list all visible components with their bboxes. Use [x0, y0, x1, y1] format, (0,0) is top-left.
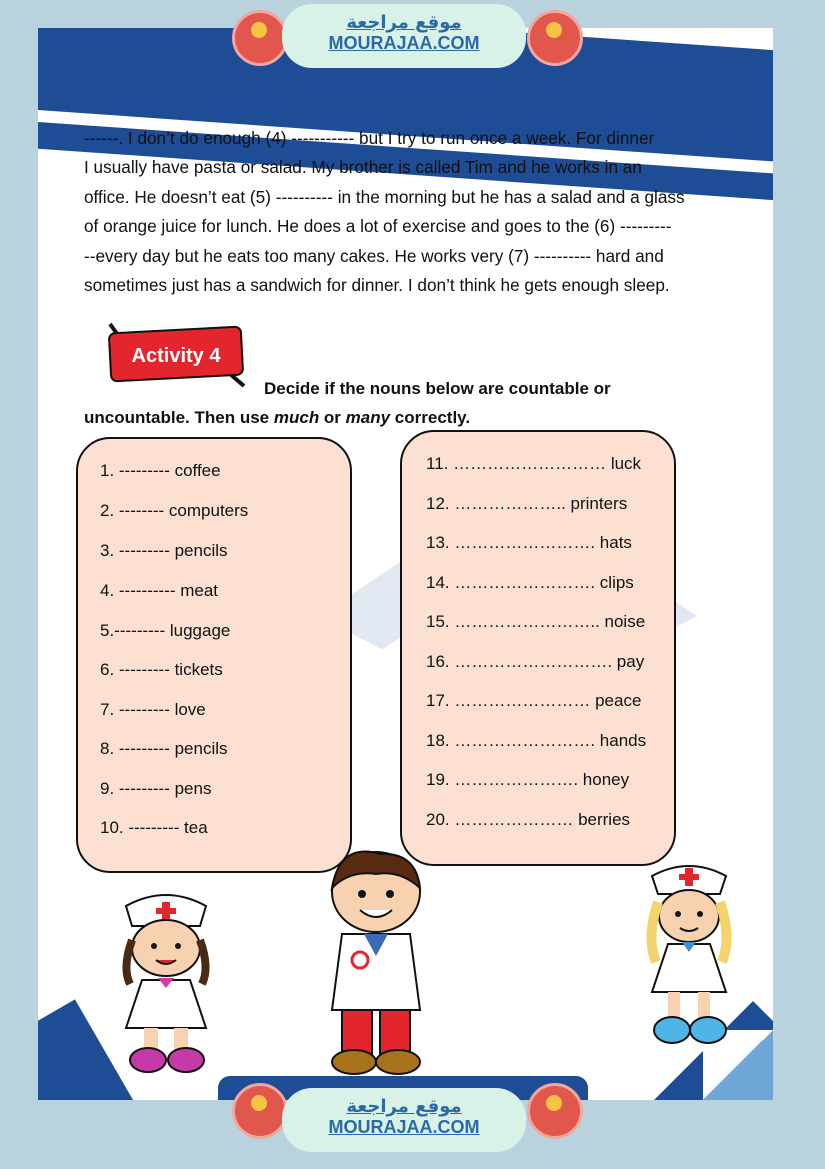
list-item: 3. --------- pencils — [100, 541, 228, 560]
countable-list-left — [76, 437, 352, 873]
instruction-many: many — [345, 408, 391, 427]
paragraph-line: office. He doesn’t eat (5) ---------- in the morning but he has a salad and a glass — [84, 186, 685, 207]
list-item: 9. --------- pens — [100, 779, 212, 798]
list-item: 6. --------- tickets — [100, 660, 223, 679]
site-logo-icon — [232, 1083, 288, 1139]
list-item: 4. ---------- meat — [100, 581, 219, 600]
list-item: 18. ……………………. hands — [426, 731, 647, 750]
site-footer-logo[interactable] — [282, 1088, 526, 1152]
site-logo-icon — [527, 10, 583, 66]
site-header-logo[interactable] — [282, 4, 526, 68]
instruction-text: uncountable. Then use — [84, 408, 274, 427]
instruction-much: much — [273, 408, 320, 427]
site-logo-icon — [232, 10, 288, 66]
nurse-girl-illustration — [112, 888, 220, 1080]
list-item: 20. ………………… berries — [426, 810, 631, 829]
activity-label: Activity 4 — [131, 345, 221, 367]
list-item: 8. --------- pencils — [100, 739, 228, 758]
list-item: 17. …………………… peace — [426, 691, 642, 710]
list-item: 12. ……………….. printers — [426, 494, 628, 513]
list-item: 5.--------- luggage — [100, 621, 231, 640]
site-name: MOURAJAA.COM — [328, 33, 480, 53]
list-item: 11. ……………………… luck — [426, 454, 642, 473]
instruction-line-2 — [84, 403, 724, 432]
instruction-or: or — [319, 408, 346, 427]
paragraph-line: --every day but he eats too many cakes. He works very (7) ---------- hard and — [84, 245, 664, 266]
list-item: 7. --------- love — [100, 700, 206, 719]
list-item: 19. …………………. honey — [426, 770, 630, 789]
paragraph-line: sometimes just has a sandwich for dinner. I don’t think he gets enough sleep. — [84, 275, 670, 296]
paragraph-line: ------. I don’t do enough (4) ----------- but I try to run once a week. For dinner — [84, 128, 655, 148]
site-name: MOURAJAA.COM — [328, 1117, 480, 1137]
nurse-blonde-illustration — [640, 858, 738, 1054]
paragraph-line: I usually have pasta or salad. My brother is called Tim and he works in an — [84, 157, 642, 178]
instruction-end: correctly. — [390, 408, 471, 427]
site-name-arabic: موقع مراجعة — [346, 1096, 462, 1117]
page-number: 4 — [56, 1077, 71, 1100]
reading-paragraph — [84, 124, 744, 300]
list-item: 2. -------- computers — [100, 501, 249, 520]
list-item: 10. --------- tea — [100, 818, 208, 837]
list-item: 16. ………………………. pay — [426, 652, 645, 671]
list-item: 1. --------- coffee — [100, 461, 221, 480]
instruction-line-1: Decide if the nouns below are countable or — [264, 379, 611, 398]
list-item: 13. ……………………. hats — [426, 533, 632, 552]
paragraph-line: of orange juice for lunch. He does a lot of exercise and goes to the (6) --------- — [84, 216, 672, 237]
list-item: 14. ……………………. clips — [426, 573, 634, 592]
activity-instruction — [84, 374, 724, 432]
countable-list-right — [400, 430, 676, 866]
site-logo-icon — [527, 1083, 583, 1139]
site-name-arabic: موقع مراجعة — [346, 12, 462, 33]
doctor-boy-illustration — [320, 848, 432, 1082]
list-item: 15. …………………….. noise — [426, 612, 646, 631]
